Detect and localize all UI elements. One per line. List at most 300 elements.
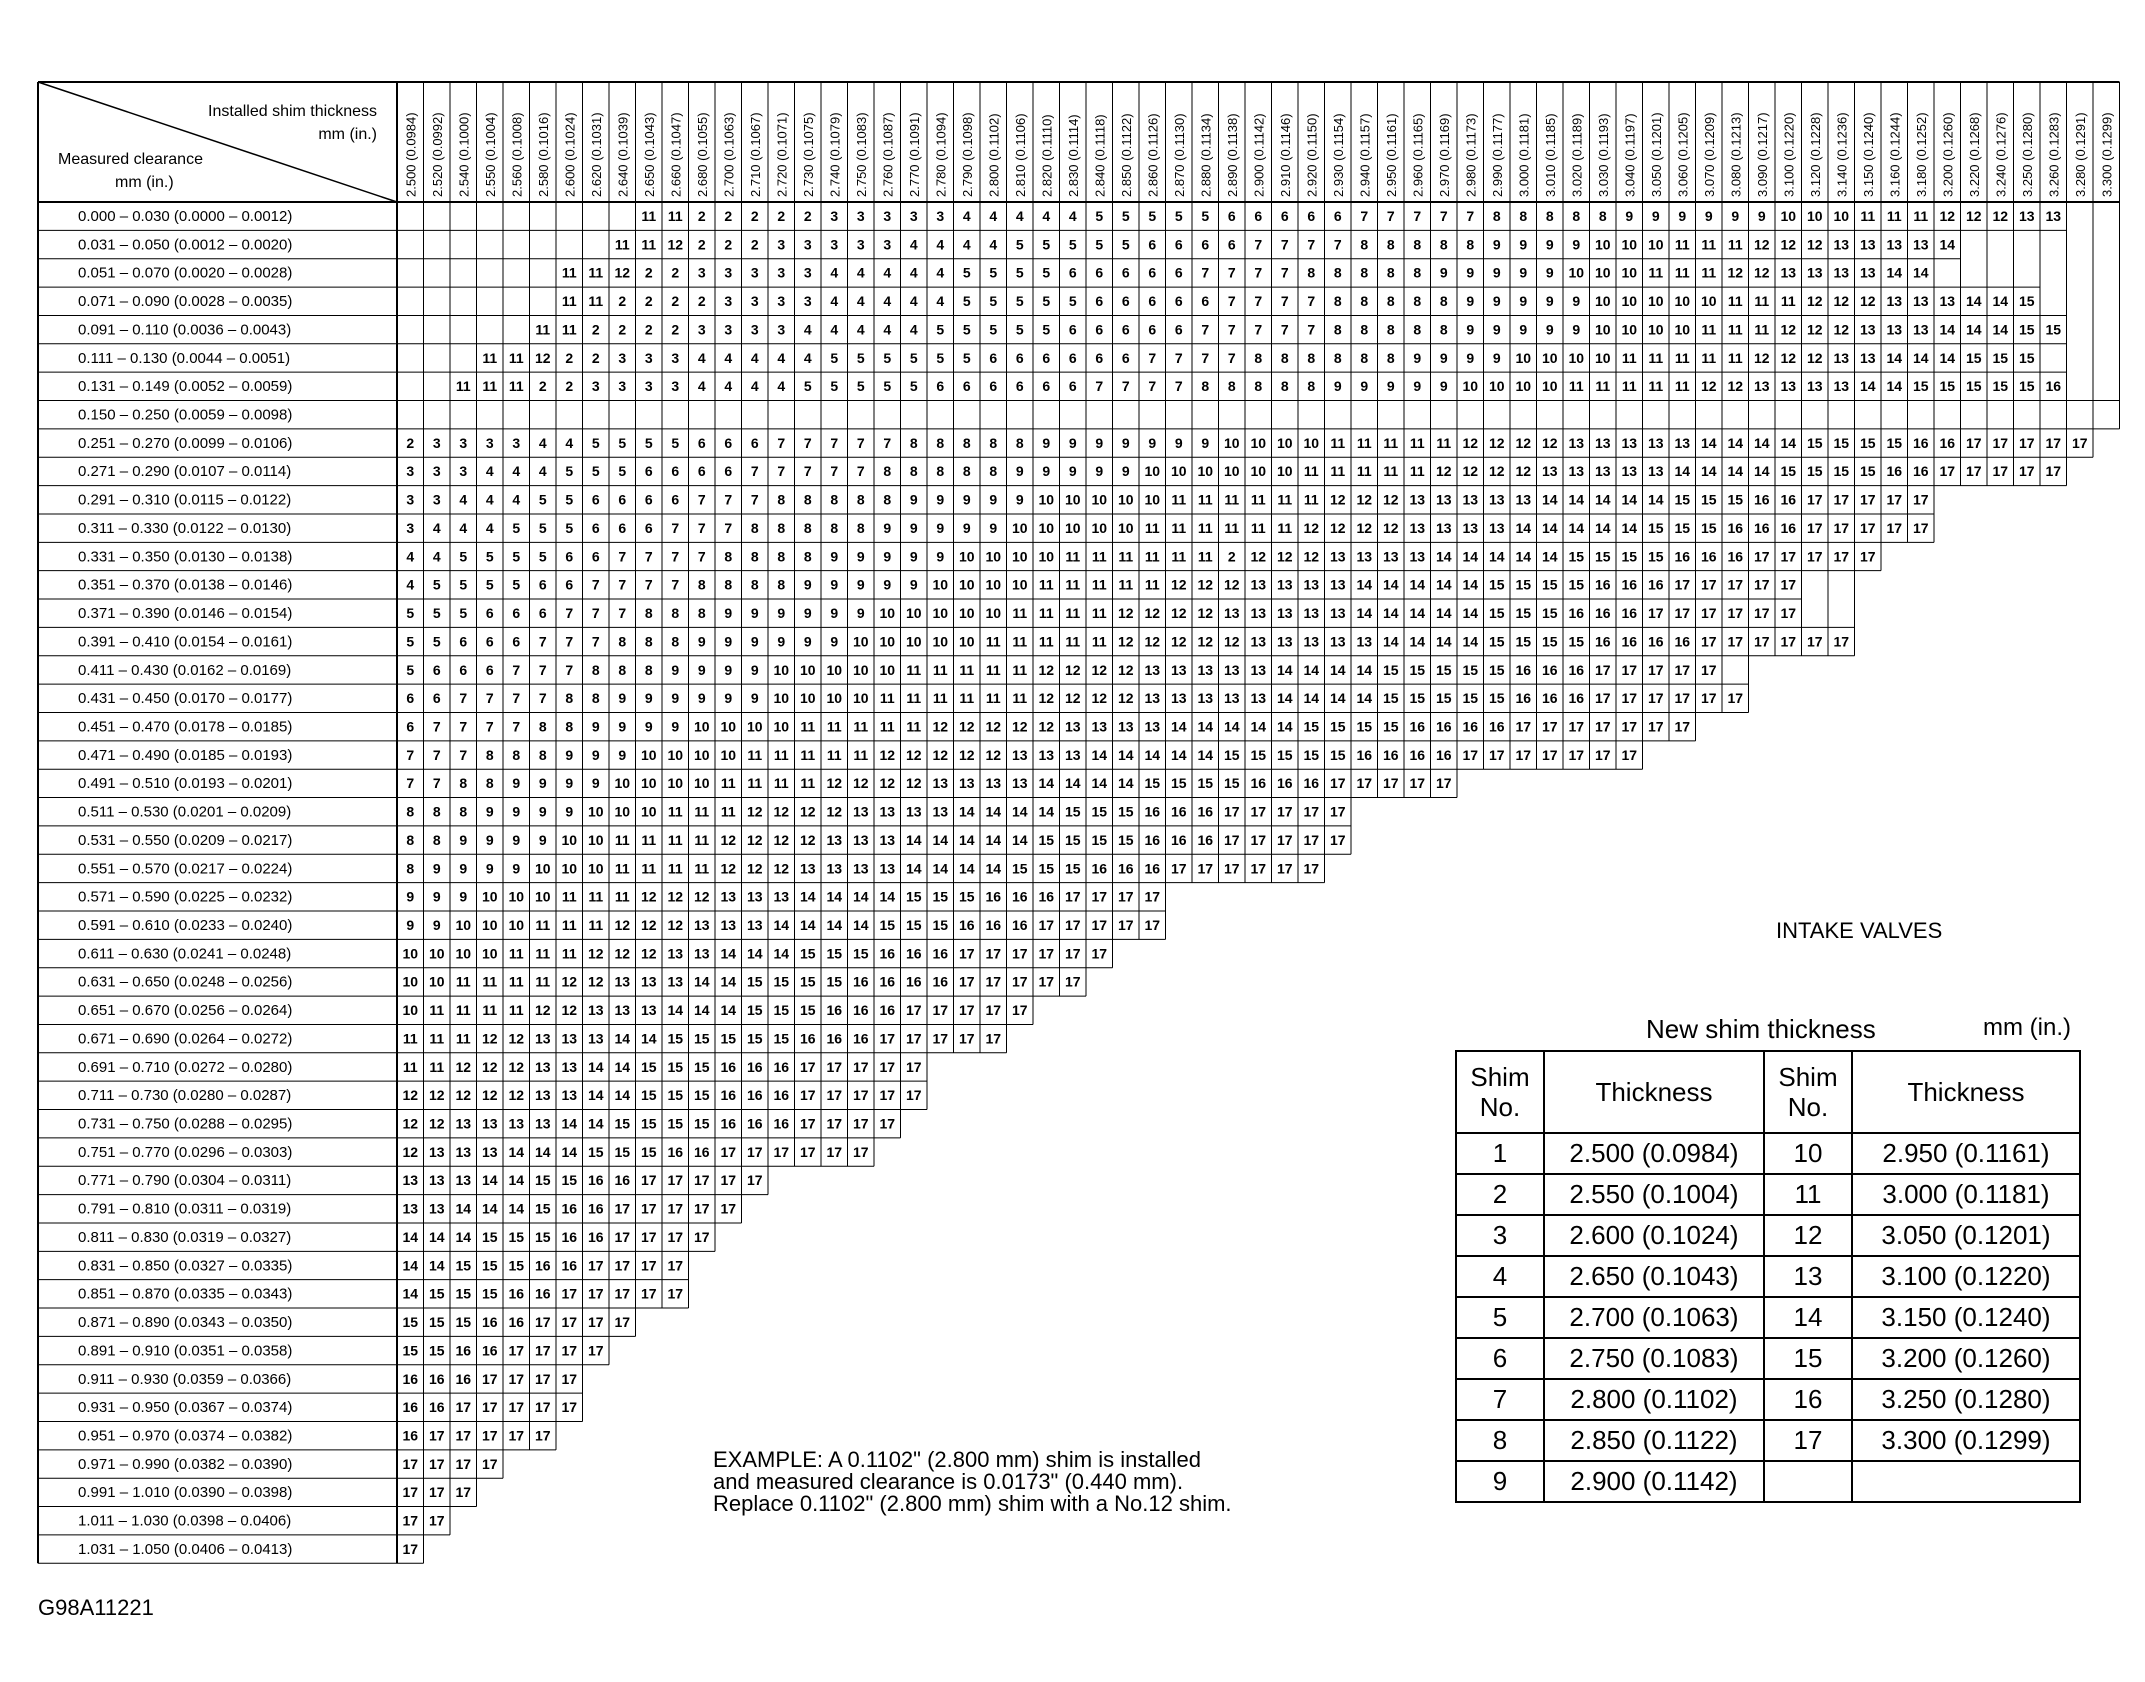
grid-cell-value: 9 [1519,293,1528,310]
grid-cell-value: 12 [1382,491,1399,508]
grid-cell-value: 14 [852,917,869,933]
grid-cell-value: 14 [1727,463,1744,480]
shim-number: 14 [1764,1297,1852,1338]
grid-cell-value: 17 [1329,831,1346,848]
grid-cell-value: 11 [641,208,657,224]
grid-cell-value: 16 [1409,746,1426,763]
clearance-range-label: 0.831 – 0.850 (0.0327 – 0.0335) [78,1257,293,1275]
grid-cell-value: 9 [1625,208,1634,224]
grid-cell-value: 5 [989,264,998,281]
grid-cell-value: 7 [697,548,706,565]
grid-cell-value: 6 [512,605,521,622]
grid-cell-value: 11 [1780,293,1796,310]
grid-cell-value: 7 [1148,378,1157,395]
grid-cell-value: 7 [459,690,468,707]
grid-cell-value: 15 [534,1228,551,1245]
clearance-range-label: 0.571 – 0.590 (0.0225 – 0.0232) [78,888,293,906]
grid-cell-value: 12 [1435,463,1452,480]
grid-cell-value: 16 [1197,831,1214,848]
grid-cell-value: 17 [1038,973,1055,990]
grid-cell-value: 14 [1250,718,1267,735]
grid-cell-value: 8 [538,746,547,763]
grid-cell-value: 13 [1064,746,1081,763]
grid-cell-value: 13 [1541,463,1558,480]
grid-cell-value: 14 [1541,548,1558,565]
grid-cell-value: 15 [826,973,843,990]
installed-thickness-header: 2.740 (0.1079) [827,112,843,197]
grid-cell-value: 6 [989,349,998,366]
grid-cell-value: 17 [1064,973,1081,990]
grid-cell-value: 8 [1466,236,1475,253]
clearance-range-label: 0.091 – 0.110 (0.0036 – 0.0043) [78,321,292,339]
grid-cell-value: 10 [1091,491,1108,508]
grid-cell-value: 9 [1572,236,1581,253]
grid-cell-value: 9 [724,633,733,650]
grid-cell-value: 15 [1329,718,1346,735]
grid-cell-value: 15 [2018,293,2035,310]
thickness-header: Thickness [1852,1051,2080,1133]
grid-cell-value: 16 [1621,605,1638,622]
grid-cell-value: 6 [1095,349,1104,366]
grid-cell-value: 7 [856,463,865,480]
grid-cell-value: 11 [853,746,869,763]
grid-cell-value: 15 [1647,548,1664,565]
grid-cell-value: 14 [1356,661,1373,678]
grid-cell-value: 7 [512,690,521,707]
grid-cell-value: 14 [1170,746,1187,763]
grid-cell-value: 17 [1276,803,1293,820]
grid-cell-value: 14 [1303,690,1320,707]
grid-cell-value: 8 [1254,349,1263,366]
installed-thickness-header: 2.810 (0.1106) [1012,113,1028,197]
grid-cell-value: 16 [534,1257,551,1274]
grid-cell-value: 17 [667,1200,684,1217]
grid-cell-value: 12 [561,1002,578,1019]
installed-thickness-header: 2.990 (0.1177) [1489,113,1505,197]
grid-cell-value: 13 [1833,236,1850,253]
grid-cell-value: 10 [852,633,869,650]
grid-cell-value: 7 [883,434,892,451]
clearance-range-label: 0.791 – 0.810 (0.0311 – 0.0319) [78,1200,292,1218]
grid-cell-value: 14 [1435,548,1452,565]
grid-cell-value: 10 [561,860,578,877]
grid-cell-value: 10 [1568,349,1585,366]
grid-cell-value: 5 [1042,293,1051,310]
installed-thickness-header: 3.250 (0.1280) [2019,112,2035,197]
grid-cell-value: 17 [1276,860,1293,877]
grid-cell-value: 15 [481,1285,498,1302]
grid-cell-value: 10 [958,633,975,650]
grid-cell-value: 14 [508,1172,525,1189]
grid-cell-value: 13 [1488,519,1505,536]
grid-cell-value: 11 [1727,293,1743,310]
grid-cell-value: 9 [1492,264,1501,281]
grid-cell-value: 16 [455,1342,472,1359]
grid-cell-value: 4 [989,208,998,224]
grid-cell-value: 14 [1117,746,1134,763]
example-line: Replace 0.1102" (2.800 mm) shim with a No.12 shim. [713,1491,1232,1516]
grid-cell-value: 17 [852,1143,869,1160]
grid-cell-value: 14 [720,1002,737,1019]
grid-cell-value: 14 [1939,349,1956,366]
grid-cell-value: 6 [1174,293,1183,310]
grid-cell-value: 15 [428,1342,445,1359]
grid-cell-value: 3 [406,491,415,508]
grid-cell-value: 10 [1621,236,1638,253]
grid-cell-value: 12 [534,349,551,366]
grid-cell-value: 13 [534,1030,551,1047]
grid-cell-value: 16 [1674,633,1691,650]
grid-cell-value: 7 [1174,349,1183,366]
grid-cell-value: 10 [958,548,975,565]
grid-cell-value: 12 [614,945,631,962]
grid-cell-value: 7 [1254,321,1263,338]
grid-cell-value: 17 [614,1314,631,1331]
grid-cell-value: 15 [2045,321,2062,338]
grid-cell-value: 15 [640,1115,657,1132]
grid-cell-value: 14 [693,1002,710,1019]
grid-cell-value: 10 [614,803,631,820]
grid-cell-value: 12 [799,803,816,820]
grid-cell-value: 11 [1674,378,1690,395]
grid-cell-value: 10 [1144,491,1161,508]
grid-cell-value: 17 [1806,633,1823,650]
grid-cell-value: 5 [459,576,468,593]
grid-cell-value: 11 [906,718,922,735]
grid-cell-value: 12 [1965,208,1982,224]
grid-cell-value: 14 [1409,576,1426,593]
grid-cell-value: 9 [1545,321,1554,338]
grid-cell-value: 6 [1015,378,1024,395]
grid-cell-value: 12 [640,917,657,933]
clearance-range-label: 0.931 – 0.950 (0.0367 – 0.0374) [78,1399,293,1417]
grid-cell-value: 16 [1568,661,1585,678]
grid-cell-value: 14 [1621,519,1638,536]
grid-cell-value: 6 [644,463,653,480]
grid-cell-value: 17 [1859,491,1876,508]
grid-cell-value: 10 [402,1002,419,1019]
grid-cell-value: 17 [455,1399,472,1416]
grid-cell-value: 6 [1121,264,1130,281]
grid-cell-value: 17 [1833,633,1850,650]
grid-cell-value: 11 [1409,434,1425,451]
grid-cell-value: 6 [1174,321,1183,338]
grid-cell-value: 11 [482,973,498,990]
grid-cell-value: 13 [1886,293,1903,310]
new-shim-row [1456,1256,2080,1297]
grid-cell-value: 5 [671,434,680,451]
grid-cell-value: 5 [618,434,627,451]
grid-cell-value: 16 [508,1285,525,1302]
grid-cell-value: 17 [958,1002,975,1019]
grid-cell-value: 10 [1462,378,1479,395]
grid-cell-value: 15 [1515,576,1532,593]
grid-cell-value: 11 [747,746,763,763]
clearance-range-label: 0.411 – 0.430 (0.0162 – 0.0169) [78,661,292,679]
grid-cell-value: 16 [985,917,1002,933]
grid-cell-value: 14 [826,888,843,905]
grid-cell-value: 16 [773,1058,790,1075]
grid-cell-value: 17 [640,1200,657,1217]
grid-cell-value: 8 [1227,378,1236,395]
grid-cell-value: 8 [644,661,653,678]
shim-thickness: 2.700 (0.1063) [1544,1297,1764,1338]
grid-cell-value: 16 [905,945,922,962]
grid-cell-value: 3 [671,378,680,395]
installed-thickness-header: 2.960 (0.1165) [1410,113,1426,197]
grid-cell-value: 17 [614,1257,631,1274]
grid-cell-value: 8 [618,661,627,678]
grid-cell-value: 17 [1250,860,1267,877]
grid-cell-value: 16 [508,1314,525,1331]
grid-cell-value: 14 [1700,434,1717,451]
grid-cell-value: 5 [989,293,998,310]
grid-cell-value: 11 [588,888,604,905]
grid-cell-value: 13 [640,973,657,990]
grid-cell-value: 8 [1307,264,1316,281]
grid-cell-value: 17 [1568,746,1585,763]
installed-thickness-header: 2.580 (0.1016) [535,112,551,197]
grid-cell-value: 17 [1647,661,1664,678]
grid-cell-value: 8 [856,491,865,508]
grid-cell-value: 12 [773,860,790,877]
grid-cell-value: 17 [1038,917,1055,933]
grid-cell-value: 8 [644,605,653,622]
grid-cell-value: 6 [671,463,680,480]
grid-cell-value: 3 [644,378,653,395]
grid-cell-value: 5 [538,491,547,508]
grid-cell-value: 7 [1121,378,1130,395]
grid-cell-value: 8 [459,775,468,792]
grid-cell-value: 17 [640,1257,657,1274]
grid-cell-value: 10 [1594,293,1611,310]
grid-cell-value: 11 [588,264,604,281]
grid-cell-value: 10 [1647,293,1664,310]
grid-cell-value: 12 [481,1087,498,1104]
grid-cell-value: 16 [773,1087,790,1104]
installed-thickness-header: 3.240 (0.1276) [1993,112,2009,197]
grid-cell-value: 10 [402,945,419,962]
grid-cell-value: 15 [2018,321,2035,338]
grid-cell-value: 15 [1382,690,1399,707]
grid-cell-value: 9 [459,831,468,848]
grid-cell-value: 14 [1992,293,2009,310]
grid-cell-value: 3 [936,208,945,224]
grid-cell-value: 14 [932,860,949,877]
grid-cell-value: 15 [1435,661,1452,678]
installed-thickness-header: 2.800 (0.1102) [986,113,1002,197]
grid-cell-value: 12 [1329,519,1346,536]
grid-cell-value: 9 [989,491,998,508]
grid-cell-value: 16 [1038,888,1055,905]
grid-cell-value: 14 [614,1030,631,1047]
grid-cell-value: 4 [697,349,706,366]
grid-cell-value: 10 [1011,576,1028,593]
grid-cell-value: 7 [1280,264,1289,281]
grid-cell-value: 5 [909,349,918,366]
grid-cell-value: 13 [1806,264,1823,281]
grid-cell-value: 17 [1727,576,1744,593]
grid-cell-value: 8 [1360,264,1369,281]
grid-cell-value: 7 [1095,378,1104,395]
grid-cell-value: 12 [826,775,843,792]
grid-cell-value: 12 [534,1002,551,1019]
grid-cell-value: 5 [1068,293,1077,310]
grid-cell-value: 3 [459,463,468,480]
grid-cell-value: 7 [432,718,441,735]
grid-cell-value: 16 [1912,463,1929,480]
example-line: EXAMPLE: A 0.1102" (2.800 mm) shim is installed [713,1447,1201,1472]
grid-cell-value: 11 [614,236,630,253]
grid-cell-value: 15 [1965,349,1982,366]
grid-cell-value: 10 [1541,349,1558,366]
grid-cell-value: 15 [1356,718,1373,735]
grid-cell-value: 6 [485,661,494,678]
grid-cell-value: 13 [1329,605,1346,622]
grid-cell-value: 12 [905,775,922,792]
grid-cell-value: 17 [1144,888,1161,905]
clearance-range-label: 0.671 – 0.690 (0.0264 – 0.0272) [78,1030,293,1048]
grid-cell-value: 14 [1462,605,1479,622]
clearance-range-label: 0.311 – 0.330 (0.0122 – 0.0130) [78,519,292,537]
grid-cell-value: 10 [1594,321,1611,338]
grid-cell-value: 3 [644,349,653,366]
grid-cell-value: 14 [1064,775,1081,792]
grid-cell-value: 3 [724,321,733,338]
grid-cell-value: 12 [1780,349,1797,366]
installed-thickness-header: 2.860 (0.1126) [1145,113,1161,197]
grid-cell-value: 15 [1859,463,1876,480]
grid-cell-value: 10 [799,661,816,678]
grid-cell-value: 16 [1011,888,1028,905]
grid-cell-value: 16 [428,1399,445,1416]
grid-cell-value: 11 [1118,576,1134,593]
clearance-range-label: 0.271 – 0.290 (0.0107 – 0.0114) [78,463,292,481]
grid-cell-value: 13 [1462,519,1479,536]
grid-cell-value: 15 [1912,378,1929,395]
grid-cell-value: 15 [1382,718,1399,735]
installed-thickness-header: 3.140 (0.1236) [1834,112,1850,197]
clearance-range-label: 0.911 – 0.930 (0.0359 – 0.0366) [78,1370,292,1388]
grid-cell-value: 10 [932,633,949,650]
installed-thickness-header: 2.760 (0.1087) [880,112,896,197]
grid-cell-value: 11 [1144,576,1160,593]
grid-cell-value: 11 [667,860,683,877]
grid-cell-value: 9 [1148,434,1157,451]
installed-unit: mm (in.) [318,126,377,143]
grid-cell-value: 9 [1545,236,1554,253]
grid-cell-value: 12 [614,917,631,933]
grid-cell-value: 15 [1303,718,1320,735]
grid-cell-value: 9 [1413,378,1422,395]
shim-thickness: 2.900 (0.1142) [1544,1461,1764,1502]
grid-cell-value: 9 [883,548,892,565]
grid-cell-value: 5 [459,548,468,565]
grid-cell-value: 14 [1965,321,1982,338]
grid-cell-value: 11 [429,1030,445,1047]
grid-cell-value: 13 [1594,463,1611,480]
grid-cell-value: 14 [1091,775,1108,792]
grid-cell-value: 13 [1753,378,1770,395]
grid-cell-value: 10 [587,831,604,848]
grid-cell-value: 14 [958,803,975,820]
grid-cell-value: 15 [746,1030,763,1047]
clearance-range-label: 0.691 – 0.710 (0.0272 – 0.0280) [78,1058,293,1076]
grid-cell-value: 4 [909,236,918,253]
grid-cell-value: 14 [1886,349,1903,366]
grid-cell-value: 13 [667,945,684,962]
grid-cell-value: 9 [1757,208,1766,224]
grid-cell-value: 13 [1859,236,1876,253]
grid-cell-value: 11 [1197,519,1213,536]
grid-cell-value: 17 [534,1342,551,1359]
grid-cell-value: 2 [591,321,600,338]
grid-cell-value: 12 [428,1087,445,1104]
grid-cell-value: 13 [1329,576,1346,593]
grid-cell-value: 12 [905,746,922,763]
grid-cell-value: 12 [1939,208,1956,224]
grid-cell-value: 10 [693,775,710,792]
grid-cell-value: 3 [777,321,786,338]
grid-cell-value: 11 [1913,208,1929,224]
grid-cell-value: 11 [561,888,577,905]
grid-cell-value: 14 [1515,519,1532,536]
grid-cell-value: 3 [883,208,892,224]
installed-thickness-header: 2.770 (0.1091) [906,112,922,197]
grid-cell-value: 7 [1386,208,1395,224]
grid-cell-value: 8 [1333,293,1342,310]
grid-cell-value: 10 [720,718,737,735]
grid-cell-value: 13 [587,1002,604,1019]
grid-cell-value: 3 [406,463,415,480]
grid-cell-value: 15 [534,1172,551,1189]
grid-cell-value: 15 [1223,746,1240,763]
grid-cell-value: 13 [1859,264,1876,281]
installed-thickness-header: 3.020 (0.1189) [1569,113,1585,197]
grid-cell-value: 5 [591,434,600,451]
grid-cell-value: 11 [1091,605,1107,622]
grid-cell-value: 17 [1780,605,1797,622]
grid-cell-value: 6 [1148,293,1157,310]
installed-thickness-header: 2.520 (0.0992) [429,112,445,197]
grid-cell-value: 13 [534,1058,551,1075]
grid-cell-value: 13 [1886,236,1903,253]
grid-cell-value: 17 [1541,718,1558,735]
grid-cell-value: 11 [588,917,604,933]
grid-cell-value: 13 [2045,208,2062,224]
grid-cell-value: 9 [1651,208,1660,224]
grid-cell-value: 2 [697,208,706,224]
grid-cell-value: 16 [1144,803,1161,820]
grid-cell-value: 7 [1333,236,1342,253]
grid-cell-value: 13 [1170,690,1187,707]
grid-cell-value: 4 [750,378,759,395]
grid-cell-value: 12 [1780,321,1797,338]
installed-thickness-header: 2.820 (0.1110) [1039,114,1055,197]
grid-cell-value: 8 [883,491,892,508]
grid-cell-value: 16 [1515,690,1532,707]
grid-cell-value: 10 [773,661,790,678]
grid-cell-value: 17 [720,1172,737,1189]
grid-cell-value: 5 [538,519,547,536]
grid-cell-value: 12 [1700,378,1717,395]
grid-cell-value: 13 [455,1115,472,1132]
grid-cell-value: 14 [1462,633,1479,650]
grid-cell-value: 8 [989,463,998,480]
grid-cell-value: 11 [1648,349,1664,366]
grid-cell-value: 13 [1409,491,1426,508]
grid-cell-value: 11 [985,690,1001,707]
